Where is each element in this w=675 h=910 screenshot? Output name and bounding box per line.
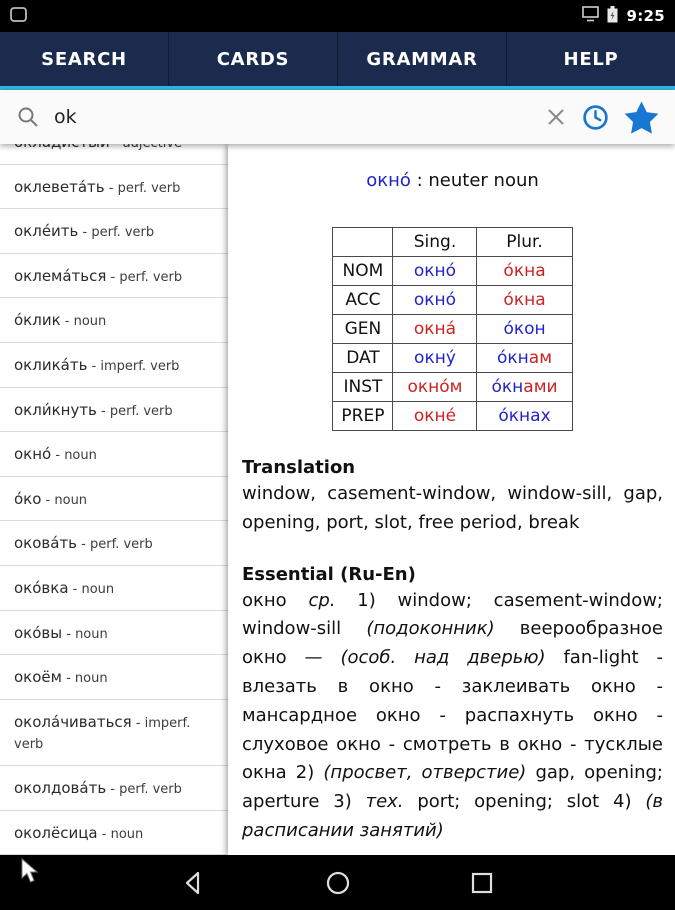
case-label-cell: ACC [333,286,393,315]
word-form-cell: окне́ [393,402,477,431]
list-item-pos: - noun [60,314,107,330]
list-item[interactable] [0,254,228,299]
back-icon[interactable] [181,870,207,896]
translation-heading: Translation [242,457,356,478]
list-item-pos: - noun [68,581,115,597]
declension-row [333,402,572,431]
list-item-word: окле́ить [14,222,79,241]
list-item[interactable] [0,700,228,766]
declension-header-cell: Sing. [393,228,477,257]
list-item[interactable] [0,811,228,856]
list-item-pos: - noun [41,492,88,508]
word-form-cell: о́кнах [477,402,572,431]
list-item-word: околёсица [14,823,98,842]
navigation-bar [0,855,675,910]
case-label-cell: GEN [333,315,393,344]
list-item[interactable] [0,209,228,254]
word-form-cell: окно́м [393,373,477,402]
tab-cards[interactable]: CARDS [168,32,337,86]
entry-pos-label: : neuter noun [416,170,539,191]
declension-row [333,257,572,286]
list-item-word: окова́ть [14,534,78,553]
entry-title [242,170,663,191]
translation-text: window, casement-window, window-sill, gap, opening, port, slot, free period, break [242,483,663,533]
essential-body: окно ср. 1) window; casement-window; window-sill (подоконник) веерообразное окно — (особ. над дверью) fan-light - влезать в окно - заклеивать окно - мансардное окно - распахнуть окно - слуховое окно - смотреть в окно - тусклые окна 2) (просвет, отверстие) gap, opening; aperture 3) тех. port; opening; slot 4) (в расписании занятий) [242,589,663,841]
status-bar [0,0,675,32]
search-input[interactable]: ok [54,106,77,128]
case-label-cell: NOM [333,257,393,286]
main-content [0,144,675,855]
list-item[interactable] [0,521,228,566]
declension-header-cell: Plur. [477,228,572,257]
list-item[interactable] [0,343,228,388]
list-item-pos: - noun [62,626,108,642]
favorites-star-icon[interactable] [624,101,659,134]
home-icon[interactable] [325,870,351,896]
recents-icon[interactable] [469,870,495,896]
list-item-pos: - perf. verb [106,269,183,285]
search-bar [0,90,675,144]
case-label-cell: INST [333,373,393,402]
display-status-icon [582,6,599,26]
word-form-cell: о́кнами [477,373,572,402]
list-item-word: о́клик [14,311,61,330]
list-item[interactable] [0,432,228,477]
declension-row [333,315,572,344]
word-form-cell: окно́ [393,257,477,286]
word-form-cell: окна́ [393,315,477,344]
case-label-cell: PREP [333,402,393,431]
search-icon [16,105,40,129]
list-item[interactable] [0,655,228,700]
tab-search[interactable]: SEARCH [41,48,127,70]
declension-row [333,344,572,373]
list-item-word: о́ко [14,489,42,508]
list-item-word: оклевета́ть [14,177,105,196]
list-item-word: околдова́ть [14,778,107,797]
list-item[interactable] [0,298,228,343]
history-clock-icon[interactable] [581,103,610,132]
entry-panel [228,144,675,855]
notification-icon [10,7,27,26]
tab-bar [0,32,675,90]
list-item[interactable] [0,477,228,522]
list-item-pos: - noun [51,448,97,464]
clear-search-icon[interactable] [545,106,567,128]
list-item-word: око́вы [14,623,63,642]
status-time: 9:25 [626,7,665,25]
word-form-cell: о́кна [477,257,572,286]
list-item-word: око́вка [14,578,69,597]
declension-table-body [333,228,572,431]
entry-headword: окно́ [366,170,411,191]
word-form-cell: о́кна [477,286,572,315]
list-item-word: оклика́ть [14,355,88,374]
declension-header-cell [333,228,393,257]
list-item-pos: - noun [97,826,144,842]
essential-heading: Essential (Ru-En) [242,563,416,585]
list-item[interactable] [0,165,228,210]
list-item-word: окоём [14,668,62,687]
word-form-cell: о́кнам [477,344,572,373]
word-list [0,120,228,855]
list-item-pos: - imperf. verb [87,358,180,374]
tab-grammar[interactable]: GRAMMAR [337,32,506,86]
list-item[interactable] [0,611,228,656]
list-item-pos: - imperf. verb [14,715,191,753]
list-item-pos: - perf. verb [78,225,155,241]
word-form-cell: о́кон [477,315,572,344]
list-item[interactable] [0,566,228,611]
word-form-cell: окно́ [393,286,477,315]
list-item-pos: - perf. verb [106,781,182,797]
case-label-cell: DAT [333,344,393,373]
list-item-pos: - perf. verb [77,537,153,553]
list-item-pos: - perf. verb [104,180,181,196]
word-form-cell: окну́ [393,344,477,373]
declension-table [332,227,572,431]
list-item-pos: - noun [61,671,108,687]
declension-row [333,286,572,315]
mouse-cursor [20,858,42,888]
list-item-word: окола́чиваться [14,712,132,731]
list-item[interactable] [0,388,228,433]
list-item-word: окно́ [14,445,52,464]
list-item-word: окли́кнуть [14,400,97,419]
battery-icon [607,6,618,27]
list-item[interactable] [0,766,228,811]
tab-help[interactable]: HELP [506,32,675,86]
list-item-pos: - perf. verb [96,403,173,419]
list-item-word: оклема́ться [14,266,107,285]
declension-row [333,373,572,402]
